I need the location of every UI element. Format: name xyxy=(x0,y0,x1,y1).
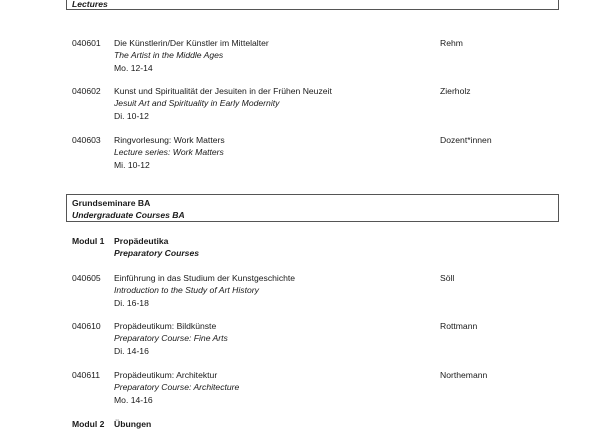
course-time: Di. 14-16 xyxy=(114,345,149,356)
course-lecturer: Zierholz xyxy=(440,86,471,96)
course-title-en: Lecture series: Work Matters xyxy=(114,147,224,158)
course-description xyxy=(114,320,228,357)
course-lecturer: Northemann xyxy=(440,370,488,380)
module-title-en: Preparatory Courses xyxy=(114,248,200,259)
lectures-header-box xyxy=(66,0,559,10)
course-title-en: The Artist in the Middle Ages xyxy=(114,50,224,61)
course-title: Einführung in das Studium der Kunstgeschichte xyxy=(114,273,296,283)
course-time: Di. 10-12 xyxy=(114,110,149,121)
course-title: Kunst und Spiritualität der Jesuiten in der Frühen Neuzeit xyxy=(114,86,332,96)
module-label: Modul 2 xyxy=(72,419,105,429)
course-time: Mi. 10-12 xyxy=(114,159,150,170)
module-title: Übungen xyxy=(114,419,152,429)
course-code: 040611 xyxy=(72,370,101,380)
course-title-en: Preparatory Course: Fine Arts xyxy=(114,333,228,344)
course-title: Propädeutikum: Bildkünste xyxy=(114,321,217,331)
seminars-header-title: Grundseminare BA xyxy=(72,198,151,208)
course-title: Propädeutikum: Architektur xyxy=(114,370,218,380)
course-lecturer: Dozent*innen xyxy=(440,135,492,145)
course-code: 040601 xyxy=(72,38,101,48)
course-time: Di. 16-18 xyxy=(114,297,149,308)
course-title-en: Preparatory Course: Architecture xyxy=(114,382,240,393)
course-time: Mo. 14-16 xyxy=(114,394,153,405)
course-lecturer: Rottmann xyxy=(440,321,478,331)
course-title: Ringvorlesung: Work Matters xyxy=(114,135,225,145)
module-label: Modul 1 xyxy=(72,236,105,246)
lectures-header-title: Lectures xyxy=(72,0,108,9)
course-lecturer: Söll xyxy=(440,273,455,283)
course-title-en: Introduction to the Study of Art History xyxy=(114,285,259,296)
course-description xyxy=(114,85,332,122)
course-description xyxy=(114,369,239,406)
course-code: 040605 xyxy=(72,273,101,283)
module-title-block xyxy=(114,235,199,260)
course-lecturer: Rehm xyxy=(440,38,463,48)
course-description xyxy=(114,272,295,309)
course-description xyxy=(114,37,269,74)
course-time: Mo. 12-14 xyxy=(114,62,153,73)
seminars-header-title-en: Undergraduate Courses BA xyxy=(72,210,185,220)
course-title-en: Jesuit Art and Spirituality in Early Modernity xyxy=(114,98,280,109)
course-title: Die Künstlerin/Der Künstler im Mittelalter xyxy=(114,38,269,48)
seminars-header-box xyxy=(66,194,559,222)
course-code: 040610 xyxy=(72,321,101,331)
course-description xyxy=(114,134,225,171)
course-code: 040602 xyxy=(72,86,101,96)
course-code: 040603 xyxy=(72,135,101,145)
module-title: Propädeutika xyxy=(114,236,169,246)
